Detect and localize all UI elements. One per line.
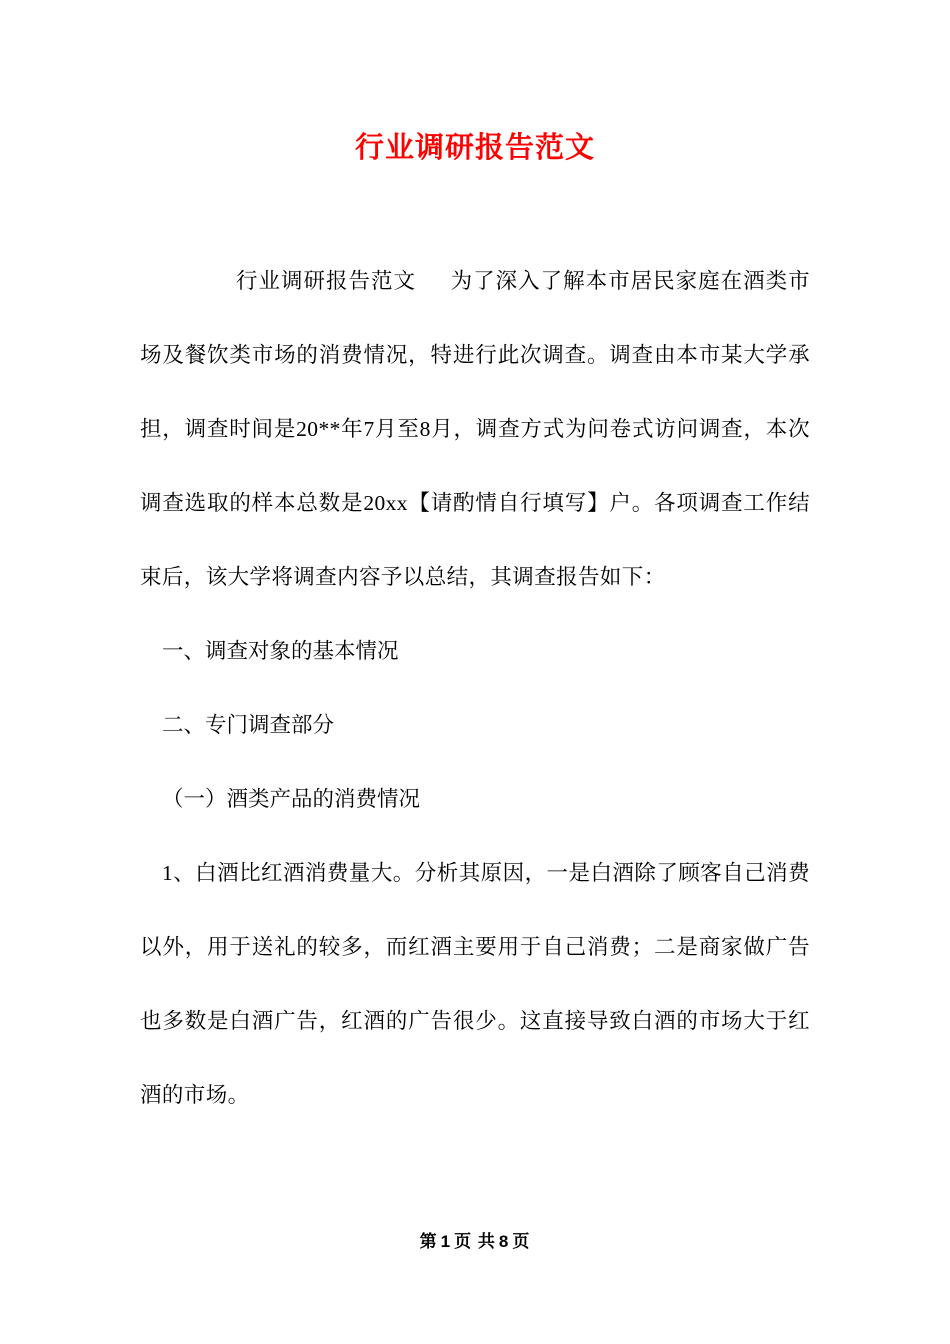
paragraph-lead: 行业调研报告范文 [236,269,416,293]
paragraph-section-2: 二、专门调查部分 [162,713,335,737]
footer-total-pages: 8 [498,1232,510,1251]
page-footer [0,1227,950,1252]
paragraph-point-1: 1、白酒比红酒消费量大。分析其原因，一是白酒除了顾客自己消费以外，用于送礼的较多，而红酒主要用于自己消费；二是商家做广告也多数是白酒广告，红酒的广告很少。这直接导致白酒的市场大于红酒的市场。 [140,861,810,1107]
footer-suffix: 页 [512,1232,531,1251]
footer-prefix: 第 [419,1232,438,1251]
document-body [140,244,810,1132]
footer-current-page: 1 [440,1232,452,1251]
paragraph-section-1: 一、调查对象的基本情况 [162,639,399,663]
paragraph-intro-text: 为了深入了解本市居民家庭在酒类市场及餐饮类市场的消费情况，特进行此次调查。调查由本市某大学承担，调查时间是20**年7月至8月，调查方式为问卷式访问调查，本次调查选取的样本总数是20xx【请酌情自行填写】户。各项调查工作结束后，该大学将调查内容予以总结，其调查报告如下： [140,269,810,589]
footer-middle: 页 共 [454,1232,496,1251]
paragraph-intro [140,244,810,614]
paragraph-subsection-1: （一）酒类产品的消费情况 [162,787,421,811]
page-title: 行业调研报告范文 [354,132,595,164]
